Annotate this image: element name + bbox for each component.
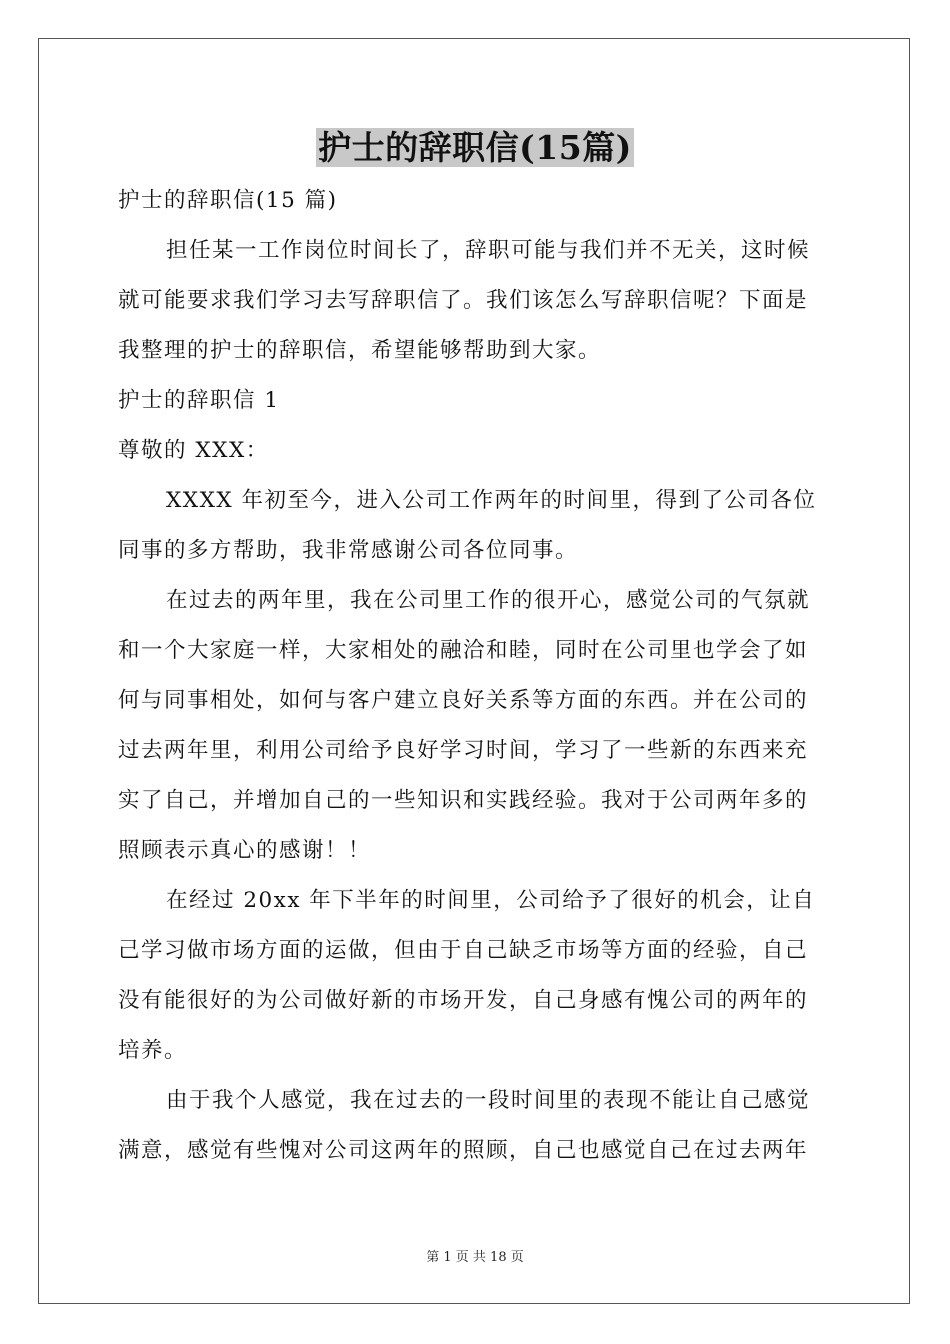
body-line: 照顾表示真心的感谢！！	[118, 838, 372, 863]
body-line: 实了自己，并增加自己的一些知识和实践经验。我对于公司两年多的	[118, 788, 809, 813]
body-line: 和一个大家庭一样，大家相处的融洽和睦，同时在公司里也学会了如	[118, 638, 809, 663]
document-body	[118, 176, 834, 1176]
body-line: XXXX 年初至今，进入公司工作两年的时间里，得到了公司各位	[166, 488, 817, 513]
page-footer: 第 1 页 共 18 页	[426, 1250, 524, 1265]
body-line: 己学习做市场方面的运做，但由于自己缺乏市场等方面的经验，自己	[118, 938, 809, 963]
document-title	[0, 122, 950, 174]
body-line: 同事的多方帮助，我非常感谢公司各位同事。	[118, 538, 579, 563]
body-line: 尊敬的 XXX：	[118, 438, 269, 463]
body-line: 就可能要求我们学习去写辞职信了。我们该怎么写辞职信呢？下面是	[118, 288, 809, 313]
body-line: 满意，感觉有些愧对公司这两年的照顾，自己也感觉自己在过去两年	[118, 1138, 809, 1163]
body-line: 在经过 20xx 年下半年的时间里，公司给予了很好的机会，让自	[166, 888, 816, 913]
document-title-text: 护士的辞职信(15篇)	[318, 128, 632, 167]
body-line: 担任某一工作岗位时间长了，辞职可能与我们并不无关，这时候	[166, 238, 811, 263]
body-line: 培养。	[118, 1038, 188, 1063]
body-line: 由于我个人感觉，我在过去的一段时间里的表现不能让自己感觉	[166, 1088, 811, 1113]
body-line: 护士的辞职信 1	[118, 388, 280, 413]
body-line: 没有能很好的为公司做好新的市场开发，自己身感有愧公司的两年的	[118, 988, 809, 1013]
body-line: 过去两年里，利用公司给予良好学习时间，学习了一些新的东西来充	[118, 738, 809, 763]
body-line: 在过去的两年里，我在公司里工作的很开心，感觉公司的气氛就	[166, 588, 811, 613]
body-line: 何与同事相处，如何与客户建立良好关系等方面的东西。并在公司的	[118, 688, 809, 713]
body-line: 我整理的护士的辞职信，希望能够帮助到大家。	[118, 338, 602, 363]
body-line: 护士的辞职信(15 篇)	[118, 188, 338, 213]
